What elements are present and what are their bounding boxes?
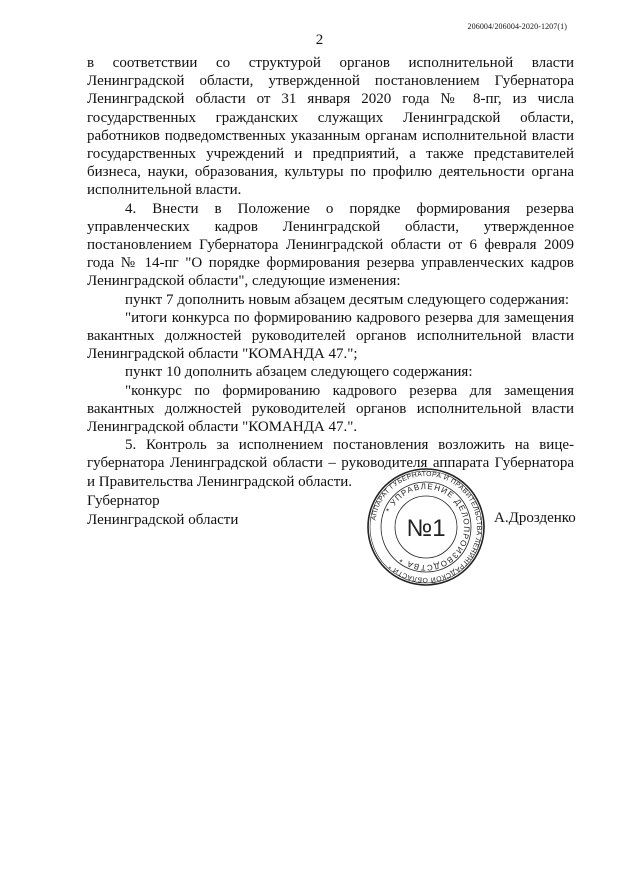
paragraph-item-5: 5. Контроль за исполнением постановления возложить на вице-губернатора Ленинградской области – руководителя аппарата Губернатора и Правительства Ленинградской области. <box>87 437 574 490</box>
document-body <box>87 54 574 491</box>
paragraph-quote-10: "конкурс по формированию кадрового резерва для замещения вакантных должностей руководителей органов исполнительной власти Ленинградской области "КОМАНДА 47.". <box>87 382 574 436</box>
official-stamp <box>365 466 487 588</box>
svg-text:АППАРАТ ГУБЕРНАТОРА И ПРАВИТЕЛ: АППАРАТ ГУБЕРНАТОРА И ПРАВИТЕЛЬСТВА ЛЕНИНГРАДСКОЙ ОБЛАСТИ * <box>370 470 483 584</box>
signature-title-line-2: Ленинградской области <box>87 511 239 528</box>
svg-text:№1: №1 <box>406 515 446 542</box>
paragraph-item-4: 4. Внести в Положение о порядке формирования резерва управленческих кадров Ленинградской области, утвержденное постановлением Губернатора Ленинградской области от 6 февраля 2009 года № 14-пг "О порядке формирования резерва управленческих кадров Ленинградской области", следующие изменения: <box>87 200 574 290</box>
svg-text:* УПРАВЛЕНИЕ ДЕЛОПРОИЗВОДСТВА: * УПРАВЛЕНИЕ ДЕЛОПРОИЗВОДСТВА * <box>384 481 472 573</box>
signature-name: А.Дрозденко <box>494 510 576 526</box>
stamp-seal <box>365 466 487 588</box>
signature-title <box>87 492 238 529</box>
signature-title-line-1: Губернатор <box>87 493 160 509</box>
paragraph-point-7: пункт 7 дополнить новым абзацем десятым следующего содержания: <box>125 291 570 308</box>
paragraph-point-10: пункт 10 дополнить абзацем следующего содержания: <box>125 364 473 381</box>
paragraph-continuation: в соответствии со структурой органов исполнительной власти Ленинградской области, утвержденной постановлением Губернатора Ленинградской области от 31 января 2020 года № 8-пг, из числа государственных гражданских служащих Ленинградской области, работников подведомственных указанным органам исполнительной власти государственных учреждений и предприятий, а также представителей бизнеса, науки, образования, культуры по профилю деятельности органа исполнительной власти. <box>87 55 574 199</box>
page-number: 2 <box>315 32 324 48</box>
document-id: 206004/206004-2020-1207(1) <box>467 22 567 31</box>
paragraph-quote-7: "итоги конкурса по формированию кадрового резерва для замещения вакантных должностей руководителей органов исполнительной власти Ленинградской области "КОМАНДА 47."; <box>87 309 574 363</box>
